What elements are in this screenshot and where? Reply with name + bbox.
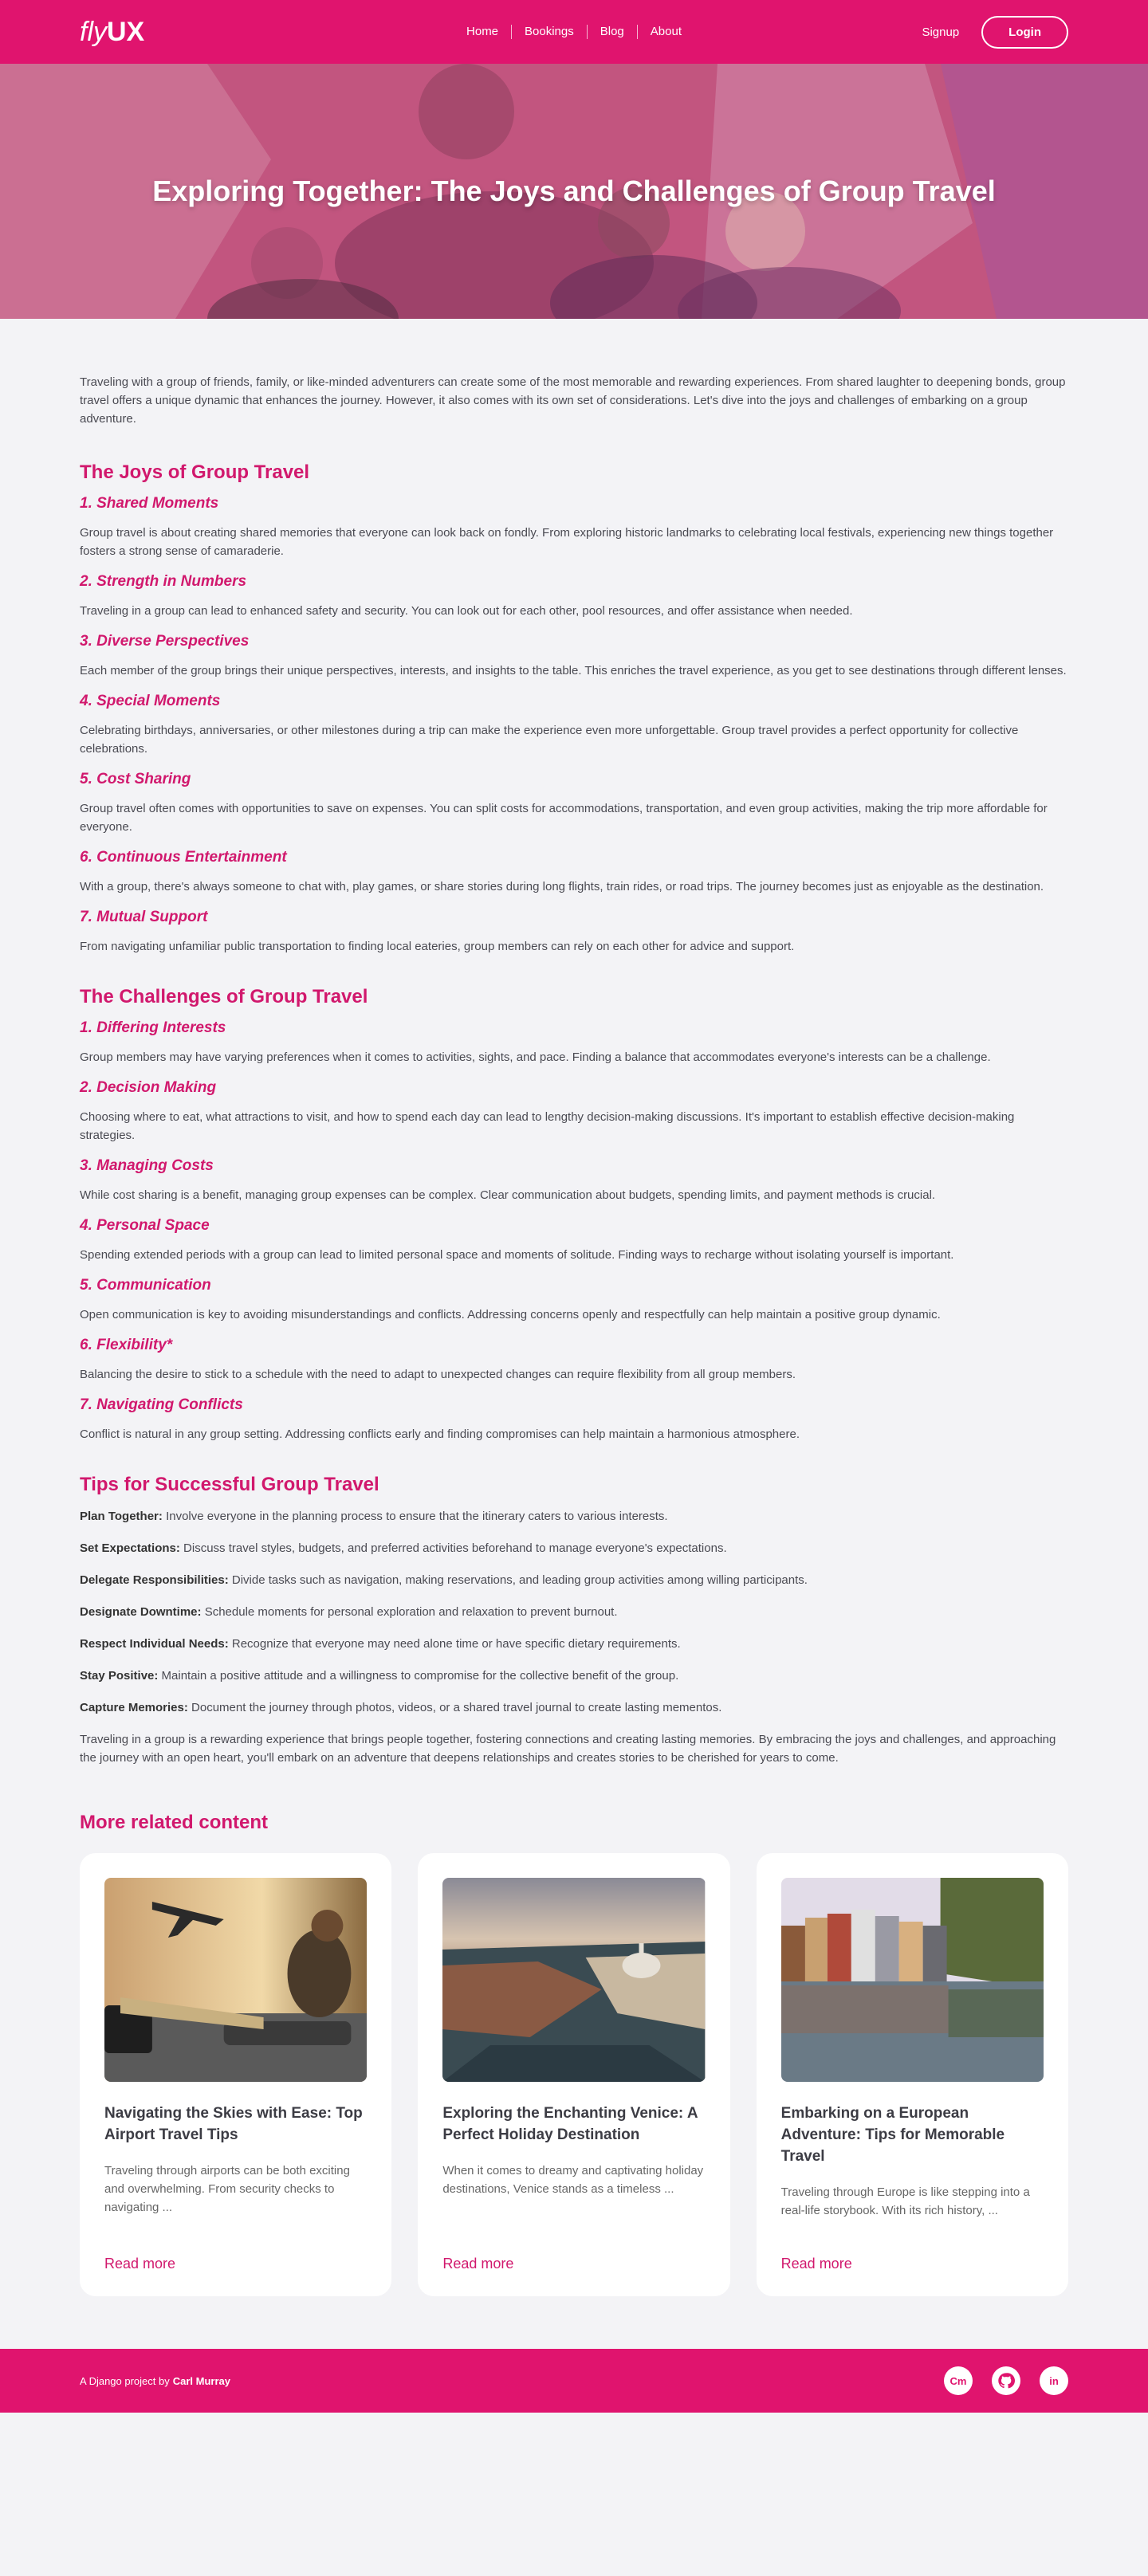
joy-title: 7. Mutual Support [80, 909, 208, 925]
challenge-text: Spending extended periods with a group can lead to limited personal space and moments of solitude. Finding ways to recharge without isolating yourself is important. [80, 1248, 954, 1262]
logo-ux: UX [107, 16, 145, 47]
joy-text: From navigating unfamiliar public transportation to finding local eateries, group members can rely on each other for advice and support. [80, 940, 795, 953]
cm-icon[interactable]: Cm [944, 2366, 973, 2395]
card-image-europe [781, 1878, 1044, 2082]
tips-heading: Tips for Successful Group Travel [80, 1474, 379, 1495]
read-more-link[interactable]: Read more [442, 2256, 514, 2272]
card-title[interactable]: Exploring the Enchanting Venice: A Perfect Holiday Destination [442, 2105, 698, 2143]
login-button[interactable]: Login [981, 16, 1068, 49]
joy-text: Traveling in a group can lead to enhanced safety and security. You can look out for each other, pool resources, and offer assistance when needed. [80, 604, 853, 618]
tip-text: Maintain a positive attitude and a willingness to compromise for the collective benefit of the group. [158, 1669, 679, 1683]
challenge-title: 6. Flexibility* [80, 1337, 173, 1353]
joy-title: 3. Diverse Perspectives [80, 633, 250, 650]
hero-banner [0, 64, 1148, 319]
article-closing: Traveling in a group is a rewarding experience that brings people together, fostering connections and creating lasting memories. By embracing the joys and challenges, and approaching the journey with an open heart, you'll embark on an adventure that deepens relationships and creates stories to be cherished for years to come. [80, 1733, 1056, 1765]
challenge-text: Open communication is key to avoiding misunderstandings and conflicts. Addressing concerns openly and respectfully can help maintain a positive group dynamic. [80, 1308, 941, 1321]
tip-item [80, 1507, 1068, 1526]
joys-section [80, 461, 1068, 956]
challenge-text: Choosing where to eat, what attractions to visit, and how to spend each day can lead to lengthy decision-making discussions. It's important to establish effective decision-making strategies. [80, 1110, 1015, 1142]
joy-text: Group travel is about creating shared memories that everyone can look back on fondly. From exploring historic landmarks to celebrating local festivals, experiencing new things together fosters a strong sense of camaraderie. [80, 526, 1054, 558]
challenges-heading: The Challenges of Group Travel [80, 986, 368, 1007]
tip-label: Set Expectations: [80, 1541, 180, 1555]
joy-title: 2. Strength in Numbers [80, 573, 247, 590]
challenge-title: 3. Managing Costs [80, 1157, 214, 1174]
tip-item [80, 1571, 1068, 1589]
nav-link-blog[interactable]: Blog [587, 25, 637, 39]
tip-label: Designate Downtime: [80, 1605, 202, 1619]
challenge-text: While cost sharing is a benefit, managing group expenses can be complex. Clear communication about budgets, spending limits, and payment methods is crucial. [80, 1188, 936, 1202]
tip-item [80, 1698, 1068, 1717]
card-title[interactable]: Navigating the Skies with Ease: Top Airport Travel Tips [104, 2105, 363, 2143]
challenge-text: Group members may have varying preferences when it comes to activities, sights, and pace. Finding a balance that accommodates everyone's interests can be a challenge. [80, 1050, 991, 1064]
related-heading: More related content [80, 1812, 269, 1833]
author-link[interactable]: Carl Murray [172, 2374, 230, 2387]
challenge-title: 1. Differing Interests [80, 1019, 226, 1036]
read-more-link[interactable]: Read more [104, 2256, 176, 2272]
tip-item [80, 1667, 1068, 1685]
joy-text: Celebrating birthdays, anniversaries, or other milestones during a trip can make the experience even more unforgettable. Group travel provides a perfect opportunity for collective celebrations. [80, 724, 1019, 756]
joy-title: 6. Continuous Entertainment [80, 849, 287, 866]
joy-title: 4. Special Moments [80, 693, 221, 709]
joy-text: With a group, there's always someone to chat with, play games, or share stories during long flights, train rides, or road trips. The journey becomes just as enjoyable as the destination. [80, 880, 1044, 893]
footer [0, 2349, 1148, 2413]
joy-text: Each member of the group brings their unique perspectives, interests, and insights to the table. This enriches the travel experience, as you get to see destinations through different lenses. [80, 664, 1067, 677]
card-excerpt: Traveling through Europe is like stepping into a real-life storybook. With its rich history, ... [780, 2185, 1030, 2217]
airport-photo [104, 1878, 367, 2082]
tip-item [80, 1603, 1068, 1621]
card-excerpt: When it comes to dreamy and captivating holiday destinations, Venice stands as a timeless ... [442, 2164, 704, 2196]
card-excerpt: Traveling through airports can be both exciting and overwhelming. From security checks to navigating ... [104, 2164, 350, 2214]
joy-text: Group travel often comes with opportunities to save on expenses. You can split costs for accommodations, transportation, and even group activities, making the trip more affordable for everyone. [80, 802, 1048, 834]
european-town-photo [781, 1878, 1044, 2082]
tip-text: Schedule moments for personal exploration and relaxation to prevent burnout. [201, 1605, 618, 1619]
github-glyph [997, 2372, 1015, 2389]
nav-link-about[interactable]: About [637, 25, 694, 39]
venice-photo [442, 1878, 705, 2082]
card-image-airport [104, 1878, 367, 2082]
main-nav [454, 25, 694, 39]
read-more-link[interactable]: Read more [780, 2256, 852, 2272]
footer-credit: A Django project by [80, 2374, 170, 2387]
tip-label: Stay Positive: [80, 1669, 159, 1683]
card-title[interactable]: Embarking on a European Adventure: Tips for Memorable Travel [780, 2105, 1005, 2165]
social-links [944, 2366, 1068, 2395]
tip-text: Recognize that everyone may need alone time or have specific dietary requirements. [228, 1637, 681, 1651]
related-card[interactable] [757, 1853, 1068, 2296]
tip-label: Delegate Responsibilities: [80, 1573, 229, 1587]
tip-text: Divide tasks such as navigation, making reservations, and leading group activities among willing participants. [228, 1573, 808, 1587]
tip-text: Involve everyone in the planning process to ensure that the itinerary caters to various interests. [162, 1510, 668, 1523]
challenges-section [80, 986, 1068, 1443]
tips-section [80, 1474, 1068, 1767]
tip-label: Respect Individual Needs: [80, 1637, 229, 1651]
tip-text: Document the journey through photos, videos, or a shared travel journal to create lasting mementos. [187, 1701, 722, 1714]
article-body [0, 319, 1148, 1767]
related-card[interactable] [418, 1853, 729, 2296]
related-cards [80, 1853, 1068, 2296]
linkedin-icon[interactable]: in [1040, 2366, 1068, 2395]
joy-title: 5. Cost Sharing [80, 771, 191, 787]
related-card[interactable] [80, 1853, 391, 2296]
page-title: Exploring Together: The Joys and Challenges of Group Travel [152, 175, 996, 207]
nav-link-bookings[interactable]: Bookings [511, 25, 587, 39]
challenge-text: Balancing the desire to stick to a schedule with the need to adapt to unexpected changes can require flexibility from all group members. [80, 1368, 796, 1381]
github-icon[interactable] [992, 2366, 1020, 2395]
logo-fly: fly [80, 16, 107, 47]
tip-item [80, 1635, 1068, 1653]
challenge-text: Conflict is natural in any group setting. Addressing conflicts early and finding compromises can help maintain a harmonious atmosphere. [80, 1427, 800, 1441]
challenge-title: 5. Communication [80, 1277, 211, 1294]
tip-text: Discuss travel styles, budgets, and preferred activities beforehand to manage everyone's expectations. [179, 1541, 727, 1555]
joy-title: 1. Shared Moments [80, 495, 219, 512]
tip-item [80, 1539, 1068, 1557]
top-navbar [0, 0, 1148, 64]
logo[interactable] [80, 17, 144, 48]
nav-link-home[interactable]: Home [466, 25, 499, 38]
signup-link[interactable]: Signup [922, 25, 960, 39]
related-content [0, 1780, 1148, 2296]
tip-label: Capture Memories: [80, 1701, 188, 1714]
challenge-title: 4. Personal Space [80, 1217, 210, 1234]
auth-links [922, 16, 1068, 49]
tip-label: Plan Together: [80, 1510, 163, 1523]
challenge-title: 2. Decision Making [80, 1079, 217, 1096]
card-image-venice [442, 1878, 705, 2082]
challenge-title: 7. Navigating Conflicts [80, 1396, 243, 1413]
article-intro: Traveling with a group of friends, family, or like-minded adventurers can create some of the most memorable and rewarding experiences. From shared laughter to deepening bonds, group travel offers a unique dynamic that enhances the journey. However, it also comes with its own set of considerations. Let's dive into the joys and challenges of embarking on a group adventure. [80, 375, 1066, 426]
joys-heading: The Joys of Group Travel [80, 461, 310, 483]
